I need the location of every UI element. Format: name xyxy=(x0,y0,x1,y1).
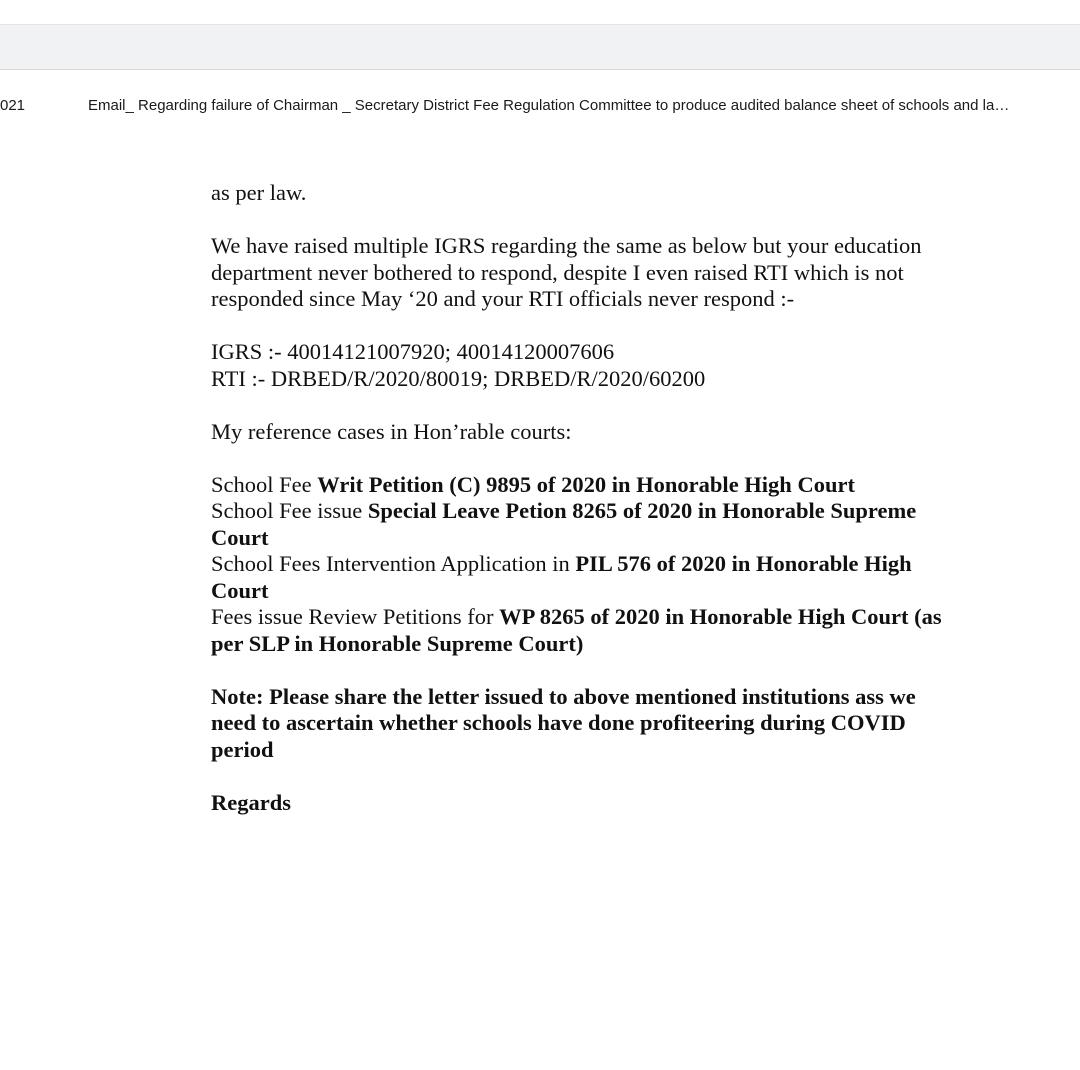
note-text: period xyxy=(211,736,274,762)
case-item-continued xyxy=(211,631,1001,658)
body-text: We have raised multiple IGRS regarding the same as below but your education xyxy=(211,233,922,258)
case-item xyxy=(211,472,1001,499)
toolbar-strip xyxy=(0,24,1080,70)
print-header xyxy=(0,97,1080,119)
case-item-continued xyxy=(211,525,1001,552)
case-prefix: School Fees Intervention Application in xyxy=(211,551,576,576)
case-reference: per SLP in Honorable Supreme Court) xyxy=(211,630,584,656)
regards-text: Regards xyxy=(211,789,291,815)
case-prefix: School Fee xyxy=(211,471,318,497)
case-reference: Special Leave Petion 8265 of 2020 in Honorable Supreme xyxy=(367,498,917,523)
case-reference: Court xyxy=(211,577,269,603)
igrs-numbers: IGRS :- 40014121007920; 40014120007606 xyxy=(211,339,615,364)
note-paragraph xyxy=(211,684,1001,764)
browser-toolbar xyxy=(0,0,1080,68)
paragraph-igrs-complaint xyxy=(211,233,1001,313)
body-text: department never bothered to respond, despite I even raised RTI which is not xyxy=(211,259,904,285)
court-cases-list xyxy=(211,472,1001,658)
case-item xyxy=(211,551,1001,578)
case-reference: Court xyxy=(211,524,269,550)
header-date: 021 xyxy=(0,97,26,114)
reference-heading xyxy=(211,419,1001,446)
body-text: My reference cases in Hon’rable courts: xyxy=(211,418,572,444)
reference-numbers xyxy=(211,339,1001,392)
body-text: responded since May ‘20 and your RTI officials never respond :- xyxy=(211,286,795,311)
case-item xyxy=(211,604,1001,631)
closing xyxy=(211,790,1001,817)
note-text: need to ascertain whether schools have done profiteering during COVID xyxy=(211,710,906,735)
case-reference: WP 8265 of 2020 in Honorable High Court (as xyxy=(499,604,942,629)
case-prefix: School Fee issue xyxy=(211,498,368,523)
case-item xyxy=(211,498,1001,525)
case-item-continued xyxy=(211,578,1001,605)
case-reference: PIL 576 of 2020 in Honorable High xyxy=(575,551,912,576)
case-reference: Writ Petition (C) 9895 of 2020 in Honorable High Court xyxy=(317,471,855,497)
body-text: as per law. xyxy=(211,180,307,205)
rti-numbers: RTI :- DRBED/R/2020/80019; DRBED/R/2020/60200 xyxy=(211,365,706,391)
email-title: Email_ Regarding failure of Chairman _ Secretary District Fee Regulation Committee to produce audited balance sheet of schools and la… xyxy=(88,97,1010,114)
case-prefix: Fees issue Review Petitions for xyxy=(211,604,500,629)
paragraph-law xyxy=(211,180,1001,207)
note-text: Note: Please share the letter issued to above mentioned institutions ass we xyxy=(211,683,916,709)
email-body xyxy=(211,180,1001,843)
